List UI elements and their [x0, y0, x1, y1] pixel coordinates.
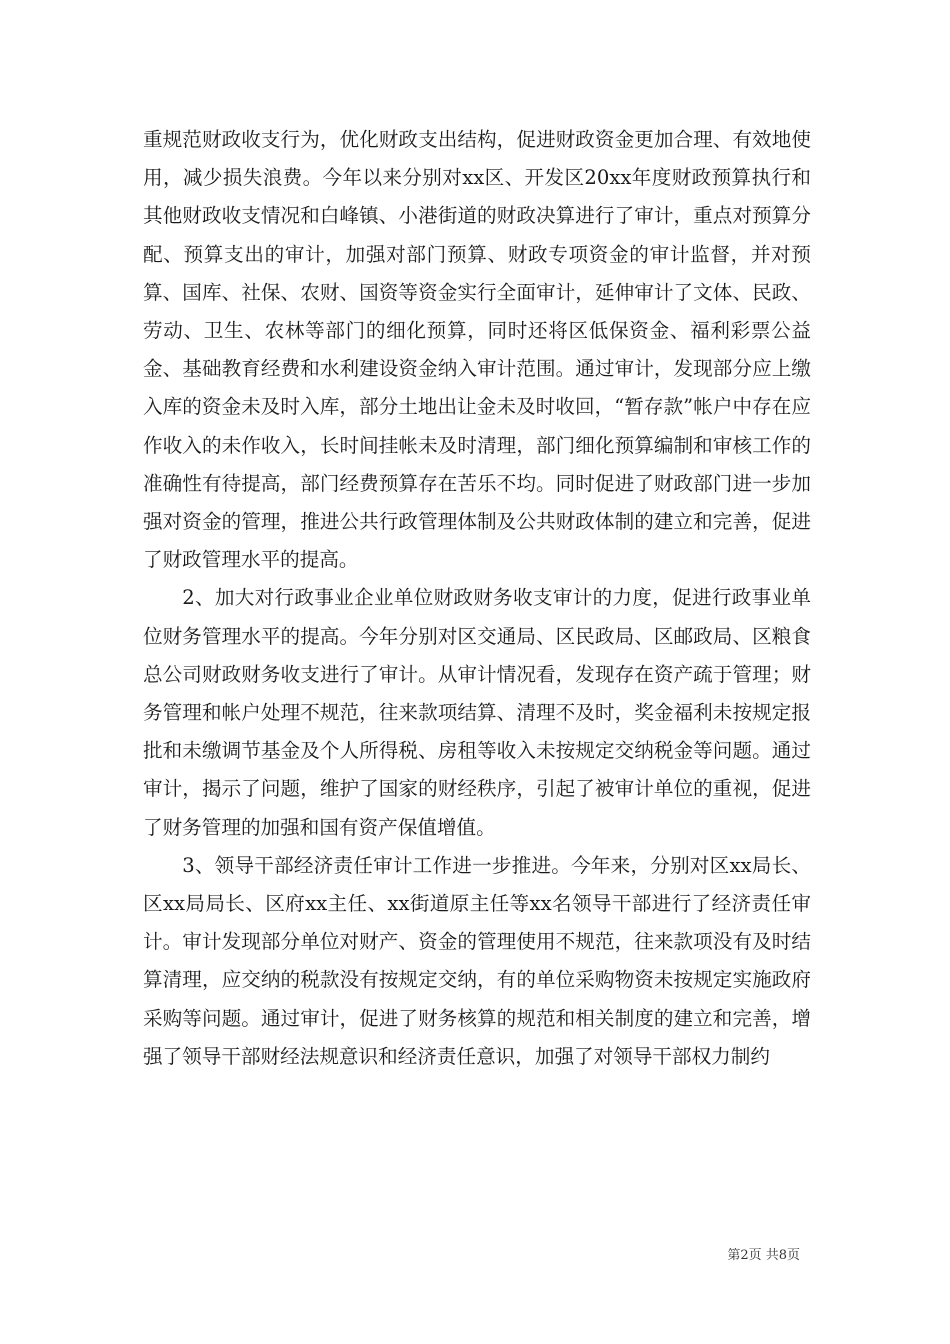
document-body — [143, 121, 811, 1076]
paragraph-economic-responsibility-audit: 3、领导干部经济责任审计工作进一步推进。今年来，分别对区xx局长、区xx局局长、区府xx主任、xx街道原主任等xx名领导干部进行了经济责任审计。审计发现部分单位对财产、资金的管理使用不规范，往来款项没有及时结算清理，应交纳的税款没有按规定交纳，有的单位采购物资未按规定实施政府采购等问题。通过审计，促进了财务核算的规范和相关制度的建立和完善，增强了领导干部财经法规意识和经济责任意识，加强了对领导干部权力制约 — [143, 853, 811, 1068]
page-number-footer: 第2页 共8页 — [727, 1248, 800, 1263]
paragraph-budget-audit: 重规范财政收支行为，优化财政支出结构，促进财政资金更加合理、有效地使用，减少损失浪费。今年以来分别对xx区、开发区20xx年度财政预算执行和其他财政收支情况和白峰镇、小港街道的财政决算进行了审计，重点对预算分配、预算支出的审计，加强对部门预算、财政专项资金的审计监督，并对预算、国库、社保、农财、国资等资金实行全面审计，延伸审计了文体、民政、劳动、卫生、农林等部门的细化预算，同时还将区低保资金、福利彩票公益金、基础教育经费和水利建设资金纳入审计范围。通过审计，发现部分应上缴入库的资金未及时入库，部分土地出让金未及时收回，“暂存款”帐户中存在应作收入的未作收入，长时间挂帐未及时清理，部门细化预算编制和审核工作的准确性有待提高，部门经费预算存在苦乐不均。同时促进了财政部门进一步加强对资金的管理，推进公共行政管理体制及公共财政体制的建立和完善，促进了财政管理水平的提高。 — [143, 128, 811, 572]
paragraph-financial-revenue-audit: 2、加大对行政事业企业单位财政财务收支审计的力度，促进行政事业单位财务管理水平的提高。今年分别对区交通局、区民政局、区邮政局、区粮食总公司财政财务收支进行了审计。从审计情况看，发现存在资产疏于管理；财务管理和帐户处理不规范，往来款项结算、清理不及时，奖金福利未按规定报批和未缴调节基金及个人所得税、房租等收入未按规定交纳税金等问题。通过审计，揭示了问题，维护了国家的财经秩序，引起了被审计单位的重视，促进了财务管理的加强和国有资产保值增值。 — [143, 586, 811, 839]
